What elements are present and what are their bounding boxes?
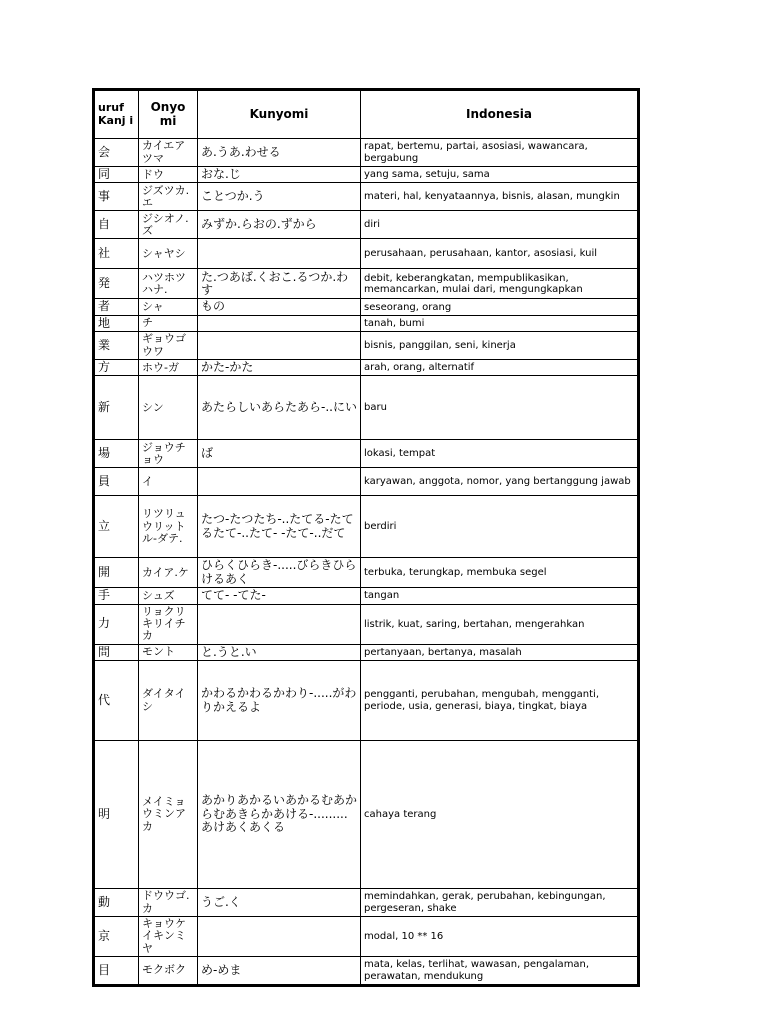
table-row — [95, 183, 638, 211]
header-onyomi: Onyo mi — [139, 91, 198, 139]
onyomi-cell: キョウケイキンミヤ — [139, 917, 198, 957]
header-kunyomi: Kunyomi — [198, 91, 361, 139]
onyomi-cell: リツリュウリットル-ダテ. — [139, 496, 198, 558]
indonesia-cell: mata, kelas, terlihat, wawasan, pengalaman, perawatan, mendukung — [361, 957, 638, 985]
kunyomi-cell: たつ-たつたち-..たてる-たてるたて-..たて- -たて-..だて — [198, 496, 361, 558]
kanji-cell: 場 — [95, 440, 139, 468]
onyomi-cell: シュズ — [139, 588, 198, 604]
table-row — [95, 299, 638, 315]
header-indonesia: Indonesia — [361, 91, 638, 139]
indonesia-cell: seseorang, orang — [361, 299, 638, 315]
kanji-cell: 方 — [95, 359, 139, 375]
onyomi-cell: カイア.ケ — [139, 558, 198, 588]
indonesia-cell: memindahkan, gerak, perubahan, kebingungan, pergeseran, shake — [361, 889, 638, 917]
kunyomi-cell: め-めま — [198, 957, 361, 985]
kunyomi-cell — [198, 332, 361, 360]
kanji-cell: 業 — [95, 332, 139, 360]
table-row — [95, 239, 638, 269]
table-row — [95, 468, 638, 496]
indonesia-cell: rapat, bertemu, partai, asosiasi, wawancara, bergabung — [361, 139, 638, 167]
indonesia-cell: karyawan, anggota, nomor, yang bertanggung jawab — [361, 468, 638, 496]
indonesia-cell: berdiri — [361, 496, 638, 558]
kanji-cell: 代 — [95, 661, 139, 741]
kunyomi-cell: た.つあば.くおこ.るつか.わす — [198, 269, 361, 299]
table-row — [95, 376, 638, 440]
onyomi-cell: ジズツカ.エ — [139, 183, 198, 211]
table-row — [95, 741, 638, 889]
table-row — [95, 588, 638, 604]
kanji-cell: 明 — [95, 741, 139, 889]
onyomi-cell: メイミョウミンアカ — [139, 741, 198, 889]
onyomi-cell: ギョウゴウワ — [139, 332, 198, 360]
kanji-cell: 発 — [95, 269, 139, 299]
kunyomi-cell: ことつか.う — [198, 183, 361, 211]
kanji-table-container — [92, 88, 640, 987]
table-row — [95, 440, 638, 468]
indonesia-cell: tangan — [361, 588, 638, 604]
kunyomi-cell: あたらしいあらたあら-..にい — [198, 376, 361, 440]
indonesia-cell: debit, keberangkatan, mempublikasikan, memancarkan, mulai dari, mengungkapkan — [361, 269, 638, 299]
table-row — [95, 957, 638, 985]
kunyomi-cell — [198, 315, 361, 331]
kunyomi-cell: みずか.らおの.ずから — [198, 211, 361, 239]
onyomi-cell: カイエアツマ — [139, 139, 198, 167]
kanji-cell: 地 — [95, 315, 139, 331]
kunyomi-cell — [198, 604, 361, 644]
table-row — [95, 917, 638, 957]
indonesia-cell: listrik, kuat, saring, bertahan, mengerahkan — [361, 604, 638, 644]
indonesia-cell: materi, hal, kenyataannya, bisnis, alasan, mungkin — [361, 183, 638, 211]
kanji-cell: 開 — [95, 558, 139, 588]
onyomi-cell: ダイタイシ — [139, 661, 198, 741]
table-row — [95, 889, 638, 917]
kanji-cell: 会 — [95, 139, 139, 167]
kunyomi-cell: てて- -てた- — [198, 588, 361, 604]
table-row — [95, 269, 638, 299]
kunyomi-cell: ひらくひらき-.....びらきひらけるあく — [198, 558, 361, 588]
kunyomi-cell: おな.じ — [198, 167, 361, 183]
kunyomi-cell: と.うと.い — [198, 644, 361, 660]
kanji-table — [94, 90, 638, 985]
onyomi-cell: シャヤシ — [139, 239, 198, 269]
indonesia-cell: tanah, bumi — [361, 315, 638, 331]
table-row — [95, 496, 638, 558]
onyomi-cell: ハツホツハナ. — [139, 269, 198, 299]
indonesia-cell: pengganti, perubahan, mengubah, mengganti, periode, usia, generasi, biaya, tingkat, biaya — [361, 661, 638, 741]
kanji-cell: 動 — [95, 889, 139, 917]
kanji-cell: 新 — [95, 376, 139, 440]
table-row — [95, 139, 638, 167]
table-row — [95, 359, 638, 375]
kunyomi-cell: もの — [198, 299, 361, 315]
onyomi-cell: イ — [139, 468, 198, 496]
table-row — [95, 315, 638, 331]
kunyomi-cell: かわるかわるかわり-.....がわりかえるよ — [198, 661, 361, 741]
table-row — [95, 167, 638, 183]
kanji-cell: 者 — [95, 299, 139, 315]
onyomi-cell: モント — [139, 644, 198, 660]
kanji-cell: 力 — [95, 604, 139, 644]
kunyomi-cell: あ.うあ.わせる — [198, 139, 361, 167]
kanji-cell: 問 — [95, 644, 139, 660]
indonesia-cell: baru — [361, 376, 638, 440]
kunyomi-cell — [198, 468, 361, 496]
indonesia-cell: perusahaan, perusahaan, kantor, asosiasi, kuil — [361, 239, 638, 269]
kanji-cell: 手 — [95, 588, 139, 604]
indonesia-cell: diri — [361, 211, 638, 239]
kunyomi-cell: うご.く — [198, 889, 361, 917]
onyomi-cell: シャ — [139, 299, 198, 315]
indonesia-cell: lokasi, tempat — [361, 440, 638, 468]
header-kanji: uruf Kanj i — [95, 91, 139, 139]
indonesia-cell: pertanyaan, bertanya, masalah — [361, 644, 638, 660]
onyomi-cell: チ — [139, 315, 198, 331]
table-row — [95, 644, 638, 660]
indonesia-cell: bisnis, panggilan, seni, kinerja — [361, 332, 638, 360]
header-row — [95, 91, 638, 139]
onyomi-cell: モクボク — [139, 957, 198, 985]
kanji-cell: 立 — [95, 496, 139, 558]
onyomi-cell: シン — [139, 376, 198, 440]
indonesia-cell: cahaya terang — [361, 741, 638, 889]
kanji-cell: 京 — [95, 917, 139, 957]
onyomi-cell: ホウ-ガ — [139, 359, 198, 375]
kunyomi-cell: ば — [198, 440, 361, 468]
kanji-cell: 自 — [95, 211, 139, 239]
onyomi-cell: リョクリキリイチカ — [139, 604, 198, 644]
indonesia-cell: modal, 10 ** 16 — [361, 917, 638, 957]
onyomi-cell: ジョウチョウ — [139, 440, 198, 468]
indonesia-cell: arah, orang, alternatif — [361, 359, 638, 375]
table-row — [95, 604, 638, 644]
table-row — [95, 332, 638, 360]
kanji-cell: 事 — [95, 183, 139, 211]
kanji-cell: 員 — [95, 468, 139, 496]
onyomi-cell: ジシオノ.ズ — [139, 211, 198, 239]
kanji-cell: 社 — [95, 239, 139, 269]
kanji-cell: 目 — [95, 957, 139, 985]
kunyomi-cell: あかりあかるいあかるむあからむあきらかあける-.........あけあくあくる — [198, 741, 361, 889]
table-row — [95, 558, 638, 588]
table-row — [95, 661, 638, 741]
kunyomi-cell: かた-かた — [198, 359, 361, 375]
onyomi-cell: ドウ — [139, 167, 198, 183]
kunyomi-cell — [198, 917, 361, 957]
indonesia-cell: terbuka, terungkap, membuka segel — [361, 558, 638, 588]
indonesia-cell: yang sama, setuju, sama — [361, 167, 638, 183]
kunyomi-cell — [198, 239, 361, 269]
kanji-cell: 同 — [95, 167, 139, 183]
table-row — [95, 211, 638, 239]
onyomi-cell: ドウウゴ.カ — [139, 889, 198, 917]
